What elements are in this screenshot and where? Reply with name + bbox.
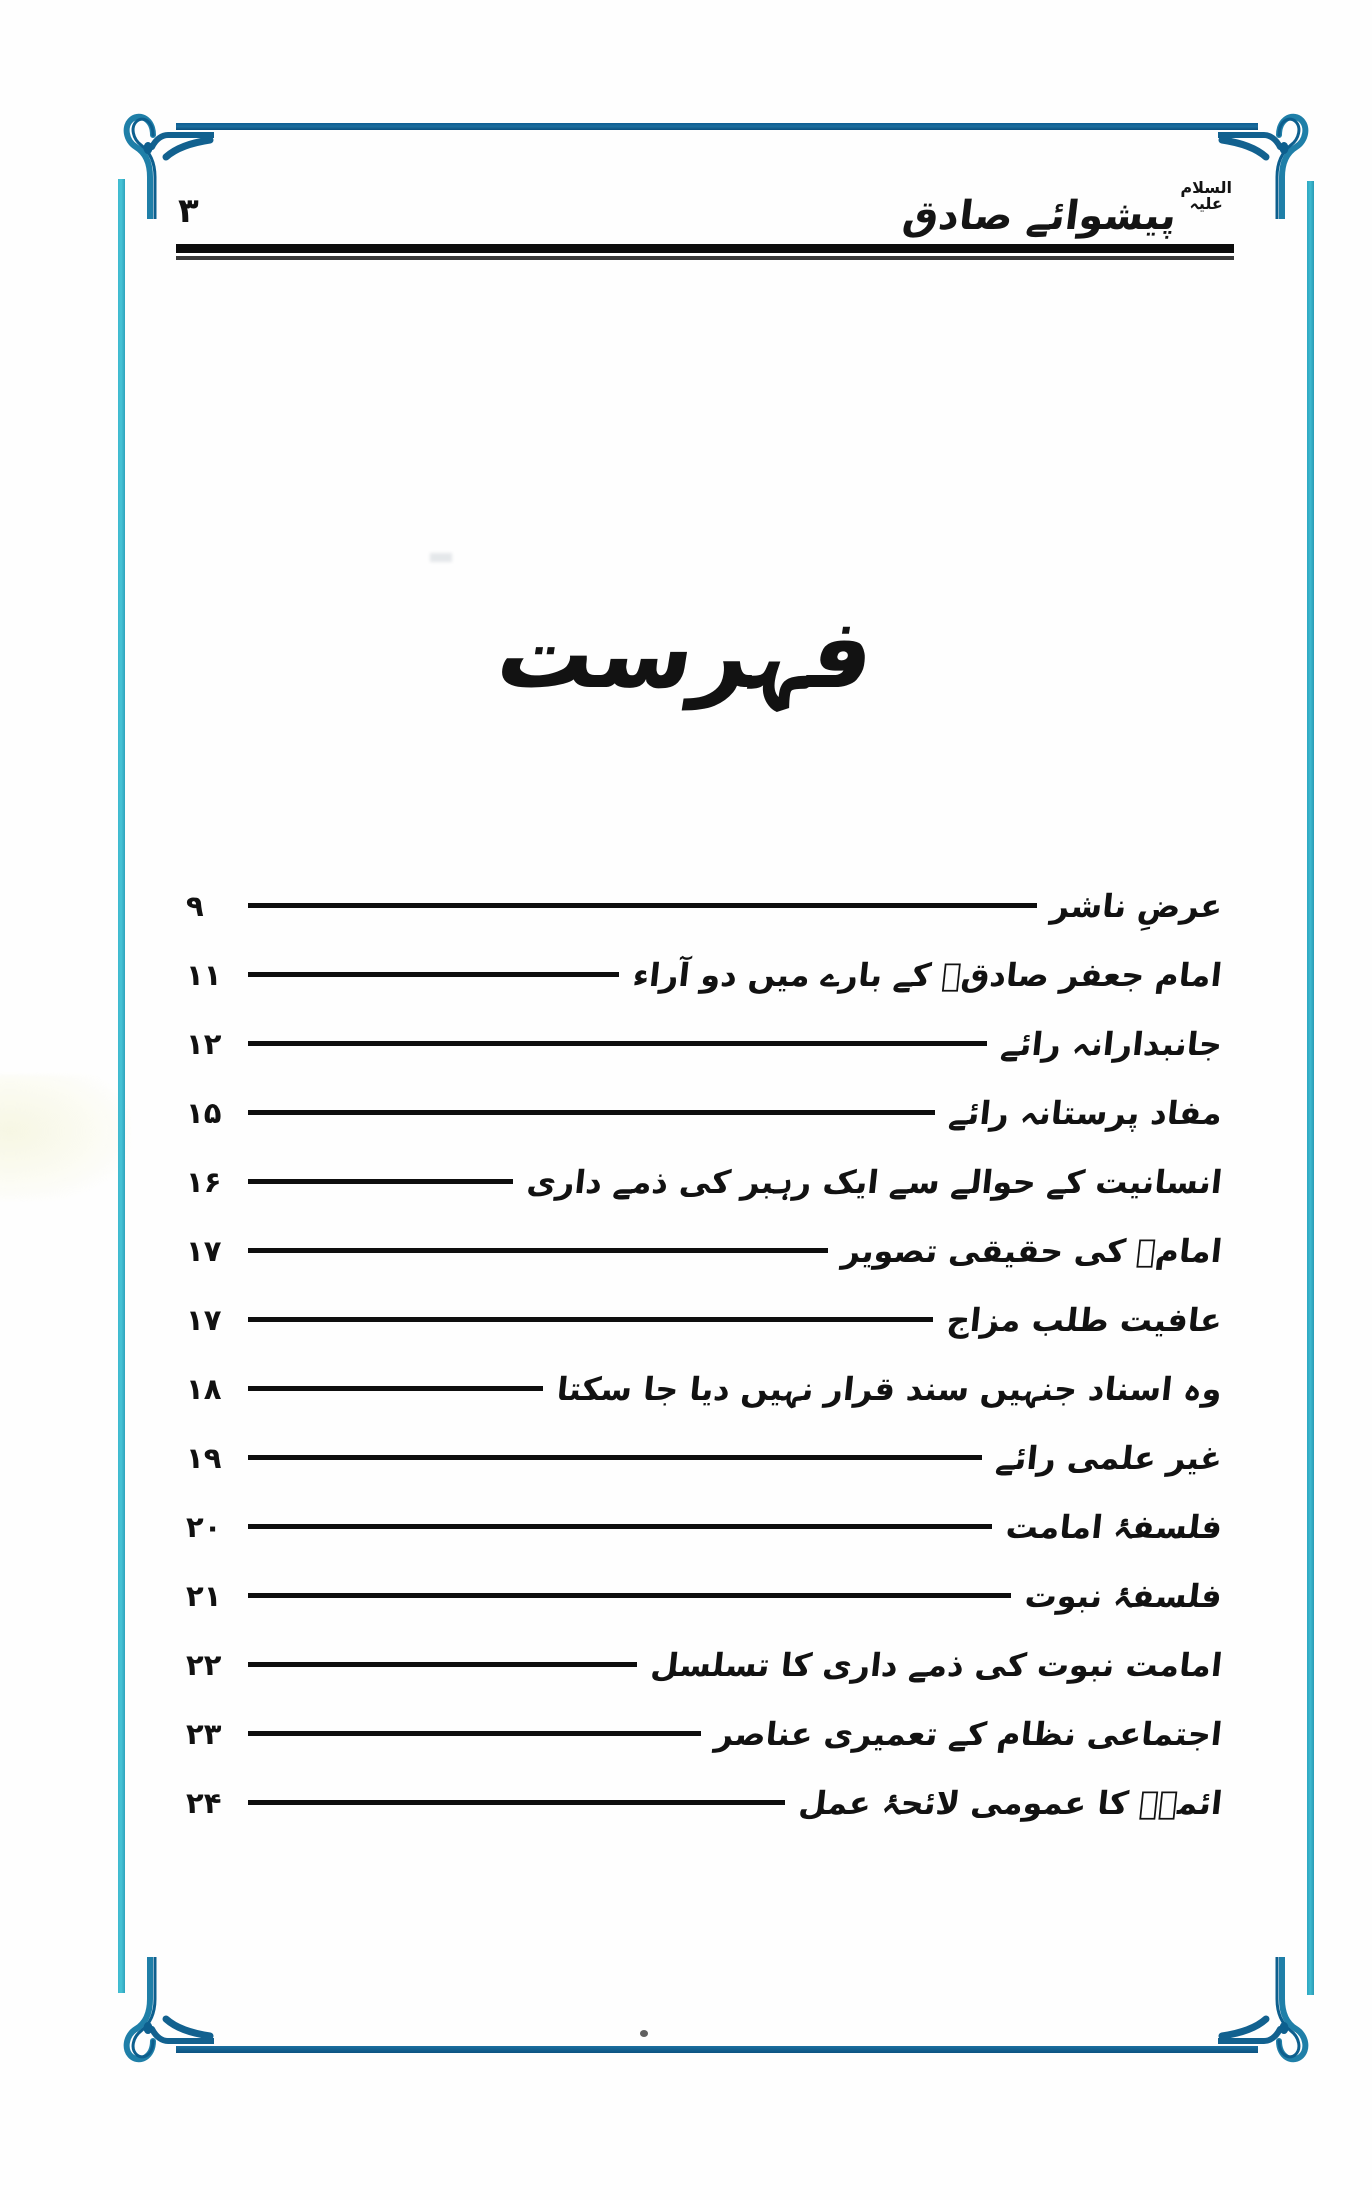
toc-leader-line (248, 1179, 513, 1184)
frame-top-border (176, 123, 1258, 130)
toc-entry[interactable] (186, 1562, 1225, 1631)
table-of-contents (186, 872, 1225, 1838)
frame-right-border (1307, 181, 1314, 1995)
toc-entry-title: امام جعفر صادقؑ کے بارے میں دو آراء (631, 955, 1225, 994)
header-divider-rule (176, 244, 1234, 256)
book-title-group (900, 178, 1232, 239)
toc-entry-page-number: ۱۹ (186, 1441, 222, 1475)
toc-entry[interactable] (186, 1010, 1225, 1079)
toc-entry-title: عافیت طلب مزاج (945, 1300, 1225, 1339)
toc-leader-line (248, 1041, 987, 1046)
toc-entry-title: اجتماعی نظام کے تعمیری عناصر (713, 1714, 1225, 1753)
toc-entry-page-number: ۲۳ (186, 1717, 222, 1751)
toc-entry[interactable] (186, 1631, 1225, 1700)
toc-entry-page-number: ۱۸ (186, 1372, 222, 1406)
toc-entry-title: امامت نبوت کی ذمے داری کا تسلسل (648, 1645, 1225, 1684)
frame-bottom-border (176, 2046, 1258, 2053)
toc-entry[interactable] (186, 1355, 1225, 1424)
toc-leader-line (248, 1455, 982, 1460)
frame-left-border (118, 179, 125, 1993)
toc-entry-title: غیر علمی رائے (994, 1438, 1225, 1477)
honorific-line-1: السلام (1180, 178, 1232, 197)
toc-leader-line (248, 1524, 992, 1529)
toc-entry[interactable] (186, 1700, 1225, 1769)
toc-entry[interactable] (186, 1769, 1225, 1838)
book-title: پیشوائے صادق (900, 193, 1180, 239)
honorific-mark (1180, 180, 1232, 212)
toc-entry-title: مفاد پرستانہ رائے (947, 1093, 1225, 1132)
toc-entry[interactable] (186, 1493, 1225, 1562)
honorific-line-2: علیہ (1189, 194, 1223, 213)
toc-leader-line (248, 1662, 637, 1667)
page-title: فہرست (489, 598, 883, 710)
toc-entry-page-number: ۱۲ (186, 1027, 222, 1061)
toc-entry-page-number: ۲۰ (186, 1510, 222, 1544)
toc-entry[interactable] (186, 1148, 1225, 1217)
toc-entry-page-number: ۲۲ (186, 1648, 222, 1682)
toc-entry-page-number: ۱۵ (186, 1096, 222, 1130)
toc-entry-title: ائمہؑ کا عمومی لائحۂ عمل (796, 1783, 1225, 1822)
toc-entry[interactable] (186, 1079, 1225, 1148)
toc-entry[interactable] (186, 941, 1225, 1010)
toc-entry-page-number: ۲۱ (186, 1579, 222, 1613)
toc-entry[interactable] (186, 1424, 1225, 1493)
page-number: ۳ (178, 191, 199, 231)
toc-entry-title: فلسفۂ امامت (1004, 1507, 1225, 1546)
toc-leader-line (248, 1317, 933, 1322)
toc-leader-line (248, 1800, 785, 1805)
toc-entry-page-number: ۹ (186, 889, 204, 923)
corner-ornament-bottom-left-icon (106, 1957, 214, 2069)
toc-entry-page-number: ۲۴ (186, 1786, 222, 1820)
toc-entry[interactable] (186, 1286, 1225, 1355)
toc-entry-page-number: ۱۶ (186, 1165, 222, 1199)
toc-entry-page-number: ۱۱ (186, 958, 222, 992)
toc-leader-line (248, 1731, 701, 1736)
toc-entry-title: فلسفۂ نبوت (1023, 1576, 1225, 1615)
toc-entry-title: امامؑ کی حقیقی تصویر (840, 1231, 1225, 1270)
running-header (150, 158, 1242, 239)
toc-entry-title: وہ اسناد جنہیں سند قرار نہیں دیا جا سکتا (555, 1369, 1225, 1408)
toc-entry-page-number: ۱۷ (186, 1303, 222, 1337)
toc-entry-title: جانبدارانہ رائے (999, 1024, 1225, 1063)
toc-leader-line (248, 903, 1037, 908)
toc-leader-line (248, 1248, 828, 1253)
toc-leader-line (248, 1386, 543, 1391)
toc-leader-line (248, 972, 619, 977)
toc-entry[interactable] (186, 872, 1225, 941)
toc-entry-title: انسانیت کے حوالے سے ایک رہبر کی ذمے داری (525, 1162, 1225, 1201)
toc-leader-line (248, 1593, 1011, 1598)
toc-entry[interactable] (186, 1217, 1225, 1286)
toc-entry-page-number: ۱۷ (186, 1234, 222, 1268)
toc-entry-title: عرضِ ناشر (1048, 886, 1225, 925)
toc-leader-line (248, 1110, 935, 1115)
corner-ornament-bottom-right-icon (1218, 1957, 1326, 2069)
